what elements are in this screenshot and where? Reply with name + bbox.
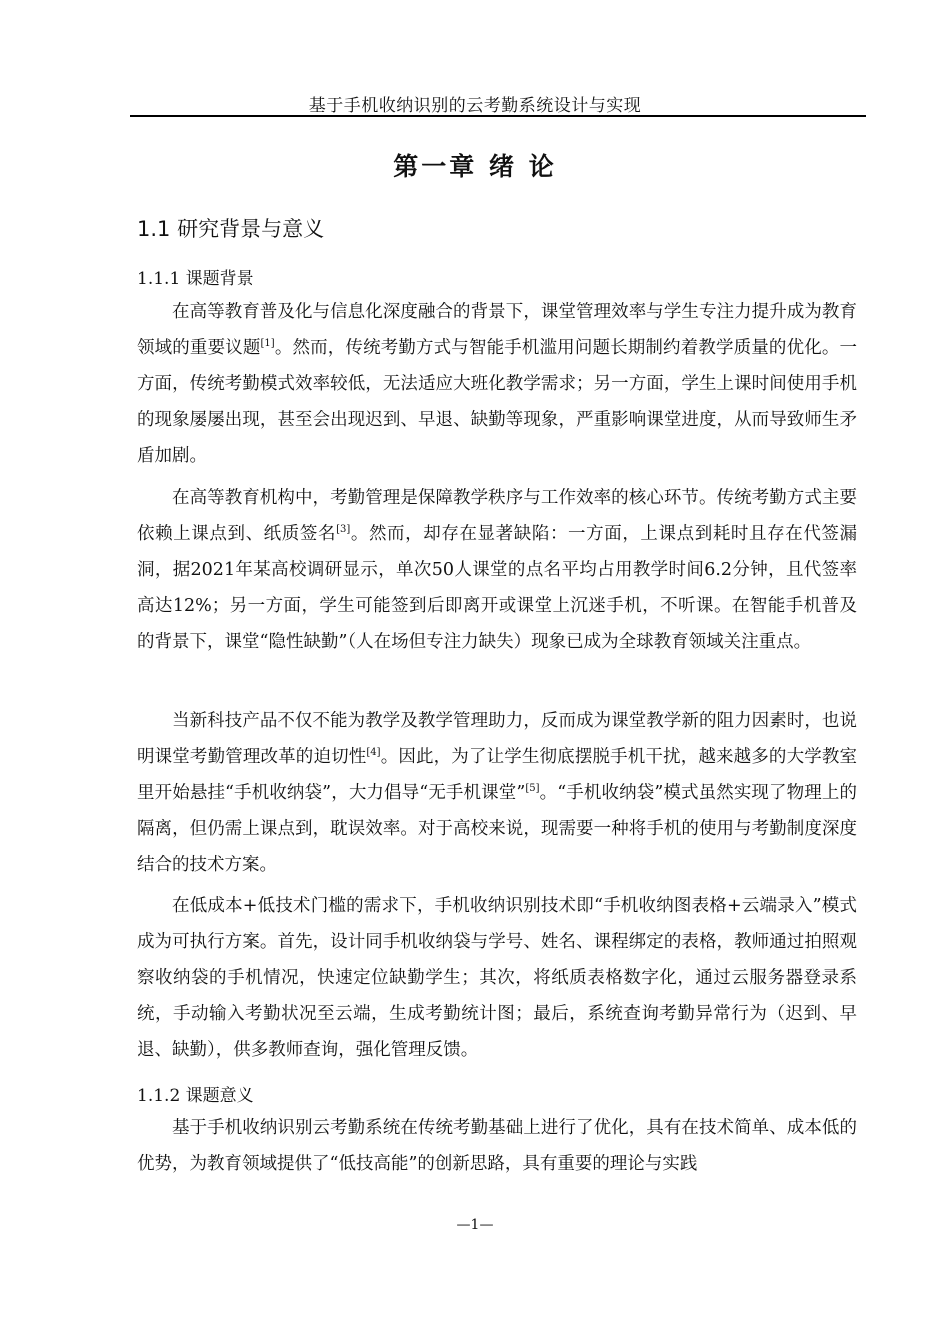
- paragraph-2: [137, 480, 857, 660]
- citation: [4]: [366, 747, 381, 758]
- paragraph-text: 。然而，却存在显著缺陷：一方面，上课点到耗时且存在代签漏洞，据2021年某高校调研显示，单次50人课堂的点名平均占用教学时间6.2分钟，且代签率高达12%；另一方面，学生可能签到后即离开或课堂上沉迷手机，不听课。在智能手机普及的背景下，课堂“隐性缺勤”（人在场但专注力缺失）现象已成为全球教育领域关注重点。: [137, 524, 858, 652]
- paragraph-text: 在高等教育机构中，考勤管理是保障教学秩序与工作效率的核心环节。传统考勤方式主要依赖上课点到、纸质签名: [137, 488, 857, 544]
- citation: [5]: [525, 783, 540, 794]
- chapter-title: 第一章 绪 论: [393, 152, 557, 181]
- paragraph-text: 在高等教育普及化与信息化深度融合的背景下，课堂管理效率与学生专注力提升成为教育领域的重要议题: [137, 302, 857, 358]
- paragraph-4: 在低成本+低技术门槛的需求下，手机收纳识别技术即“手机收纳图表格+云端录入”模式成为可执行方案。首先，设计同手机收纳袋与学号、姓名、课程绑定的表格，教师通过拍照观察收纳袋的手机情况，快速定位缺勤学生；其次，将纸质表格数字化，通过云服务器登录系统，手动输入考勤状况至云端，生成考勤统计图；最后，系统查询考勤异常行为（迟到、早退、缺勤），供多教师查询，强化管理反馈。: [137, 896, 857, 1060]
- paragraph-text: 。因此，为了让学生彻底摆脱手机干扰，越来越多的大学教室里开始悬挂“手机收纳袋”，大力倡导“无手机课堂”: [137, 747, 858, 803]
- header-rule: [130, 115, 866, 117]
- citation: [1]: [260, 338, 275, 349]
- section-heading: 1.1 研究背景与意义: [137, 217, 325, 241]
- paragraph-3: [137, 703, 857, 883]
- subsection-heading-significance: 1.1.2 课题意义: [137, 1086, 254, 1106]
- citation: [3]: [336, 524, 351, 535]
- paragraph-text: 。“手机收纳袋”模式虽然实现了物理上的隔离，但仍需上课点到，耽误效率。对于高校来说，现需要一种将手机的使用与考勤制度深度结合的技术方案。: [137, 783, 857, 875]
- running-header: 基于手机收纳识别的云考勤系统设计与实现: [308, 96, 642, 116]
- paragraph-text: 。然而，传统考勤方式与智能手机滥用问题长期制约着教学质量的优化。一方面，传统考勤模式效率较低，无法适应大班化教学需求；另一方面，学生上课时间使用手机的现象屡屡出现，甚至会出现迟到、早退、缺勤等现象，严重影响课堂进度，从而导致师生矛盾加剧。: [137, 338, 858, 466]
- paragraph-1: [137, 294, 857, 474]
- paragraph-5: 基于手机收纳识别云考勤系统在传统考勤基础上进行了优化，具有在技术简单、成本低的优势，为教育领域提供了“低技高能”的创新思路，具有重要的理论与实践: [137, 1118, 857, 1174]
- paragraph-text: 当新科技产品不仅不能为教学及教学管理助力，反而成为课堂教学新的阻力因素时，也说明课堂考勤管理改革的迫切性: [137, 711, 857, 767]
- subsection-heading-background: 1.1.1 课题背景: [137, 269, 254, 289]
- page-number: —1—: [456, 1217, 494, 1233]
